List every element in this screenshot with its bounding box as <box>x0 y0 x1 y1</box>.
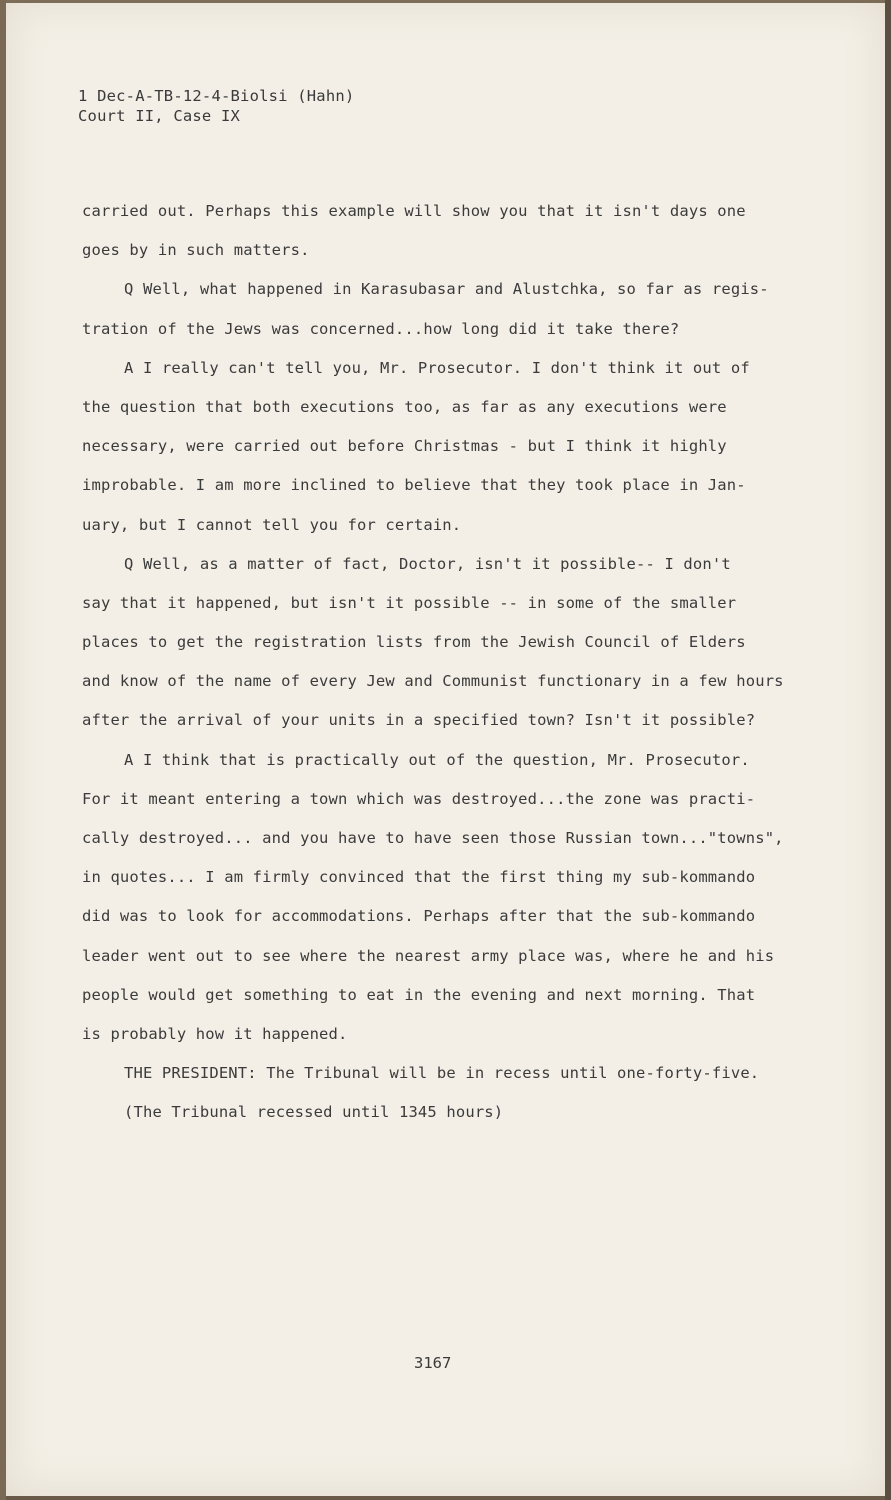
transcript-line: in quotes... I am firmly convinced that the first thing my sub-kommando <box>82 868 756 887</box>
document-page <box>6 0 885 1496</box>
transcript-body <box>82 192 812 1133</box>
transcript-line: the question that both executions too, as far as any executions were <box>82 397 727 416</box>
transcript-line: places to get the registration lists from the Jewish Council of Elders <box>82 633 746 652</box>
transcript-line: THE PRESIDENT: The Tribunal will be in recess until one-forty-five. <box>124 1064 760 1083</box>
transcript-line: goes by in such matters. <box>82 241 310 260</box>
document-header <box>78 86 354 126</box>
transcript-line: carried out. Perhaps this example will show you that it isn't days one <box>82 202 746 220</box>
transcript-line: A I really can't tell you, Mr. Prosecutor. I don't think it out of <box>124 358 750 377</box>
transcript-line: necessary, were carried out before Christmas - but I think it highly <box>82 437 727 456</box>
transcript-line: Q Well, what happened in Karasubasar and Alustchka, so far as regis- <box>124 280 769 299</box>
transcript-line: For it meant entering a town which was destroyed...the zone was practi- <box>82 789 756 808</box>
transcript-line: and know of the name of every Jew and Communist functionary in a few hours <box>82 672 784 691</box>
transcript-line: is probably how it happened. <box>82 1024 348 1043</box>
transcript-line: say that it happened, but isn't it possible -- in some of the smaller <box>82 593 737 612</box>
transcript-line: people would get something to eat in the evening and next morning. That <box>82 985 756 1004</box>
transcript-line: (The Tribunal recessed until 1345 hours) <box>124 1103 504 1122</box>
header-line-2: Court II, Case IX <box>78 107 241 125</box>
header-line-1: 1 Dec-A-TB-12-4-Biolsi (Hahn) <box>78 87 355 105</box>
page-number: 3167 <box>414 1354 452 1372</box>
transcript-line: Q Well, as a matter of fact, Doctor, isn't it possible-- I don't <box>124 554 731 573</box>
transcript-line: uary, but I cannot tell you for certain. <box>82 515 462 534</box>
transcript-line: leader went out to see where the nearest army place was, where he and his <box>82 946 775 965</box>
scan-left-edge <box>0 0 6 1500</box>
transcript-line: after the arrival of your units in a specified town? Isn't it possible? <box>82 711 756 730</box>
transcript-line: did was to look for accommodations. Perhaps after that the sub-kommando <box>82 907 756 926</box>
transcript-line: A I think that is practically out of the question, Mr. Prosecutor. <box>124 750 750 769</box>
transcript-line: tration of the Jews was concerned...how long did it take there? <box>82 319 680 338</box>
scan-right-edge <box>885 0 891 1500</box>
transcript-line: cally destroyed... and you have to have seen those Russian town..."towns", <box>82 829 784 847</box>
page-top-edge <box>6 0 885 3</box>
transcript-line: improbable. I am more inclined to believe that they took place in Jan- <box>82 476 746 495</box>
